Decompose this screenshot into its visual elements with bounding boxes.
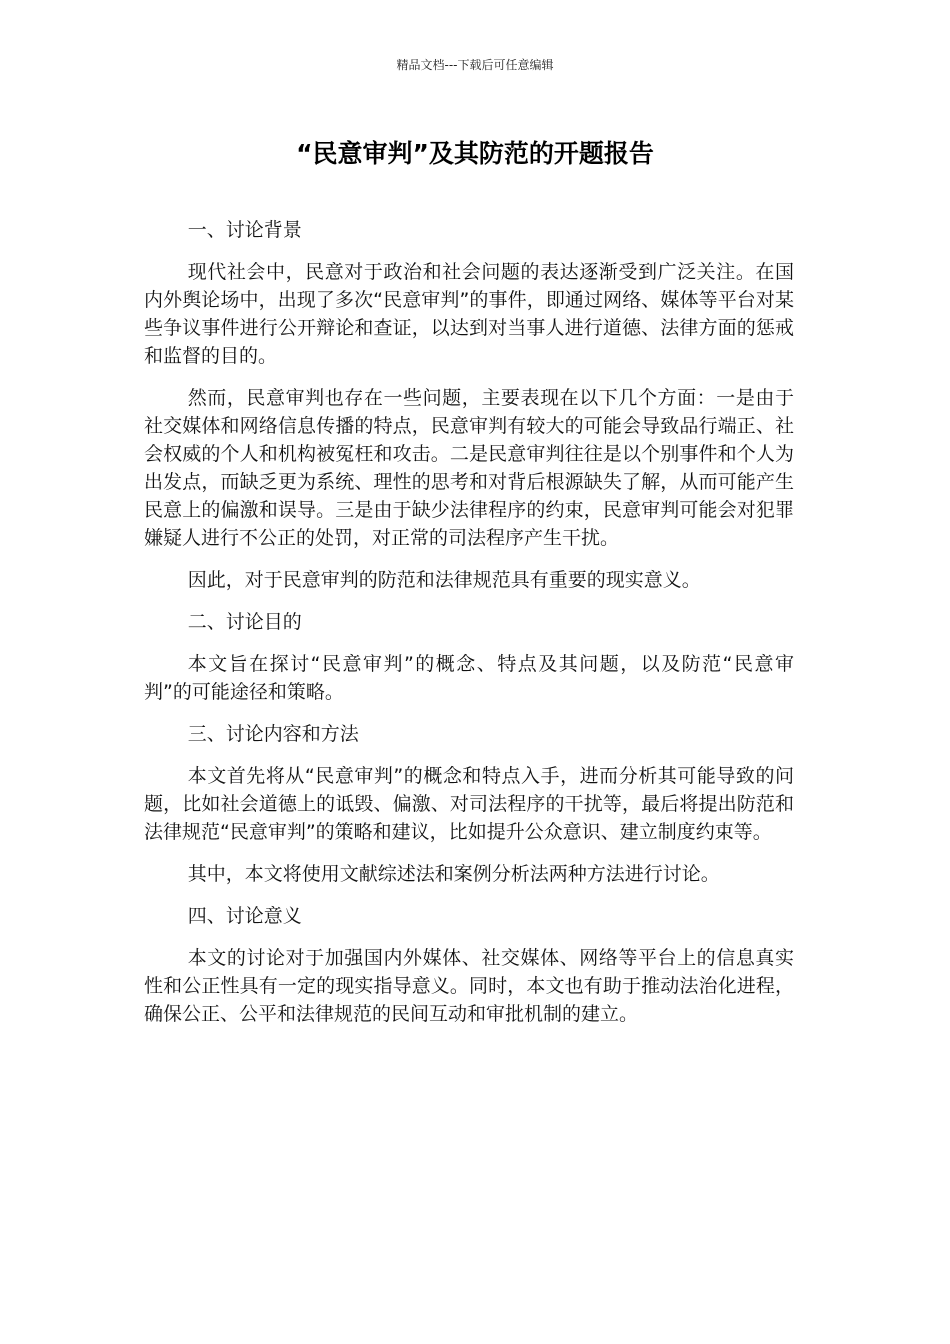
section-heading-purpose: 二、讨论目的 [187, 611, 302, 633]
document-title: “民意审判”及其防范的开题报告 [296, 139, 654, 168]
section-heading-significance: 四、讨论意义 [187, 905, 302, 927]
section-heading-background: 一、讨论背景 [187, 219, 302, 241]
paragraph-content-method-2: 其中，本文将使用文献综述法和案例分析法两种方法进行讨论。 [187, 863, 720, 885]
paragraph-background-3: 因此，对于民意审判的防范和法律规范具有重要的现实意义。 [187, 569, 701, 591]
document-body [144, 216, 794, 1042]
paragraph-purpose-1: 本文旨在探讨“民意审判”的概念、特点及其问题，以及防范“民意审判”的可能途径和策略。 [144, 653, 794, 703]
paragraph-background-2: 然而，民意审判也存在一些问题，主要表现在以下几个方面：一是由于社交媒体和网络信息传播的特点，民意审判有较大的可能会导致品行端正、社会权威的个人和机构被冤枉和攻击。二是民意审判往往是以个别事件和个人为出发点，而缺乏更为系统、理性的思考和对背后根源缺失了解，从而可能产生民意上的偏激和误导。三是由于缺少法律程序的约束，民意审判可能会对犯罪嫌疑人进行不公正的处罚，对正常的司法程序产生干扰。 [144, 387, 794, 549]
paragraph-content-method-1: 本文首先将从“民意审判”的概念和特点入手，进而分析其可能导致的问题，比如社会道德上的诋毁、偏激、对司法程序的干扰等，最后将提出防范和法律规范“民意审判”的策略和建议，比如提升公众意识、建立制度约束等。 [144, 765, 794, 843]
header-note: 精品文档---下载后可任意编辑 [396, 58, 554, 72]
paragraph-background-1: 现代社会中，民意对于政治和社会问题的表达逐渐受到广泛关注。在国内外舆论场中，出现了多次“民意审判”的事件，即通过网络、媒体等平台对某些争议事件进行公开辩论和查证，以达到对当事人进行道德、法律方面的惩戒和监督的目的。 [144, 261, 794, 367]
section-heading-content-method: 三、讨论内容和方法 [187, 723, 359, 745]
paragraph-significance-1: 本文的讨论对于加强国内外媒体、社交媒体、网络等平台上的信息真实性和公正性具有一定的现实指导意义。同时，本文也有助于推动法治化进程，确保公正、公平和法律规范的民间互动和审批机制的建立。 [144, 947, 794, 1025]
